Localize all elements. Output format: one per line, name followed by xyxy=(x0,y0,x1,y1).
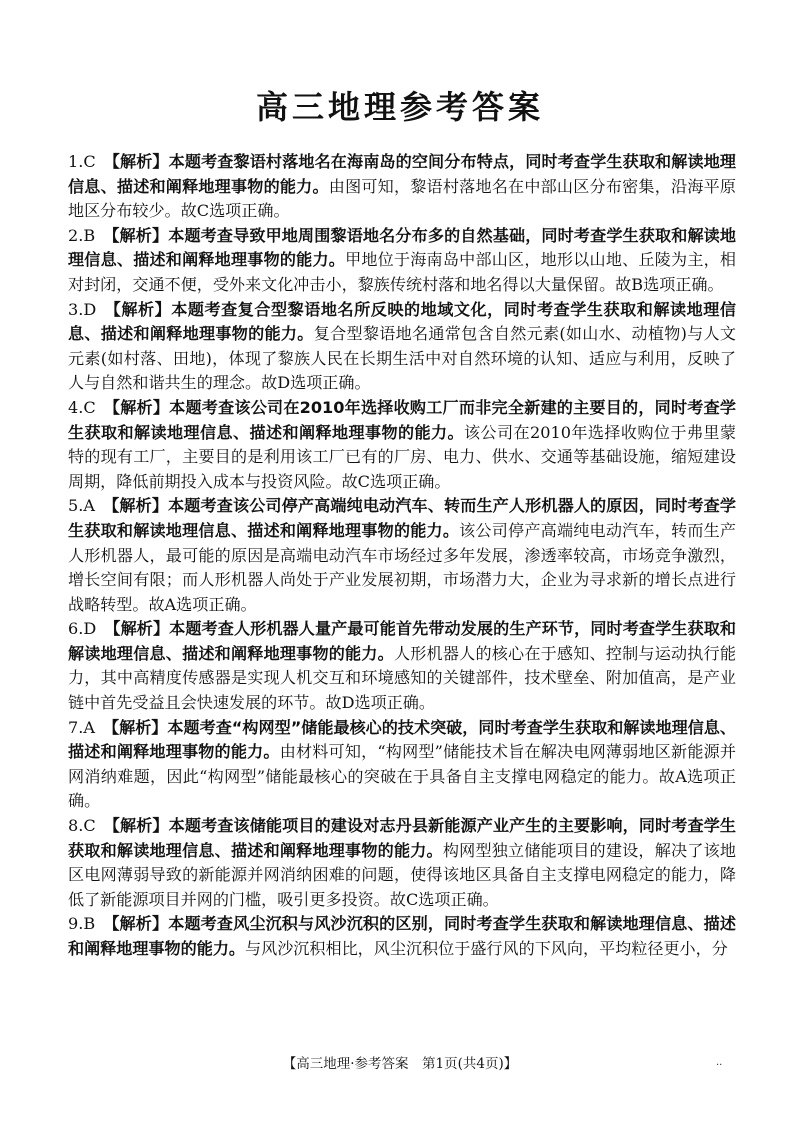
answer-item xyxy=(68,814,736,912)
answer-number: 6.D xyxy=(68,619,97,639)
answer-analysis-heading: 【解析】本题考查复合型黎语地名所反映的地域文化，同时考查学生获取和解读地理信息、描述和阐释地理事物的能力。 xyxy=(68,299,736,344)
answer-number: 1.C xyxy=(68,152,96,171)
answer-number: 7.A xyxy=(68,717,95,737)
answer-analysis-body: 该公司在2010年选择收购位于弗里蒙特的现有工厂，主要目的是利用该工厂已有的厂房、电力、供水、交通等基础设施，缩短建设周期，降低前期投入成本与投资风险。故C选项正确。 xyxy=(68,422,737,491)
answer-number: 5.A xyxy=(68,496,95,516)
page-title: 高三地理参考答案 xyxy=(255,88,544,126)
answer-number: 9.B xyxy=(68,914,96,934)
answer-number: 2.B xyxy=(68,225,96,245)
answer-item xyxy=(68,494,736,617)
answer-analysis-heading: 【解析】本题考查该公司停产高端纯电动汽车、转而生产人形机器人的原因，同时考查学生获取和解读地理信息、描述和阐释地理事物的能力。 xyxy=(68,496,736,540)
answer-analysis-heading: 【解析】本题考查导致甲地周围黎语地名分布多的自然基础，同时考查学生获取和解读地理信息、描述和阐释地理事物的能力。 xyxy=(68,225,736,270)
answer-analysis-body: 甲地位于海南岛中部山区，地形以山地、丘陵为主，相对封闭，交通不便，受外来文化冲击小，黎族传统村落和地名得以大量保留。故B选项正确。 xyxy=(68,250,737,294)
answer-number: 4.C xyxy=(68,397,96,417)
answer-item xyxy=(68,224,736,298)
answer-item xyxy=(68,150,736,224)
answer-analysis-heading: 【解析】本题考查黎语村落地名在海南岛的空间分布特点，同时考查学生获取和解读地理信息、描述和阐释地理事物的能力。 xyxy=(68,152,736,196)
answer-item xyxy=(68,617,736,715)
answer-item xyxy=(68,396,736,494)
answer-analysis-heading: 【解析】本题考查风尘沉积与风沙沉积的区别，同时考查学生获取和解读地理信息、描述和阐释地理事物的能力。 xyxy=(68,914,736,958)
answer-analysis-body: 该公司停产高端纯电动汽车，转而生产人形机器人，最可能的原因是高端电动汽车市场经过多年发展，渗透率较高，市场竞争激烈，增长空间有限；而人形机器人尚处于产业发展初期，市场潜力大，企业为寻求新的增长点进行战略转型。故A选项正确。 xyxy=(68,520,737,614)
answer-analysis-body: 由材料可知，“构网型”储能技术旨在解决电网薄弱地区新能源并网消纳难题，因此“构网型”储能最核心的突破在于具备自主支撑电网稳定的能力。故A选项正确。 xyxy=(68,742,736,811)
answer-analysis-body: 复合型黎语地名通常包含自然元素(如山水、动植物)与人文元素(如村落、田地)，体现了黎族人民在长期生活中对自然环境的认知、适应与利用，反映了人与自然和谐共生的理念。故D选项正确。 xyxy=(68,324,737,393)
page-footer: 【高三地理·参考答案 第1页(共4页)】 xyxy=(282,1056,518,1072)
answer-number: 3.D xyxy=(68,299,97,319)
answer-item xyxy=(68,912,736,961)
answer-analysis-body: 由图可知，黎语村落地名在中部山区分布密集，沿海平原地区分布较少。故C选项正确。 xyxy=(68,176,737,221)
answer-number: 8.C xyxy=(68,816,96,836)
answer-analysis-body: 构网型独立储能项目的建设，解决了该地区电网薄弱导致的新能源并网消纳困难的问题，使得该地区具备自主支撑电网稳定的能力，降低了新能源项目并网的门槛，吸引更多投资。故C选项正确。 xyxy=(68,840,737,909)
answer-analysis-heading: 【解析】本题考查“构网型”储能最核心的技术突破，同时考查学生获取和解读地理信息、描述和阐释地理事物的能力。 xyxy=(68,717,736,762)
answer-analysis-heading: 【解析】本题考查该公司在2010年选择收购工厂而非完全新建的主要目的，同时考查学生获取和解读地理信息、描述和阐释地理事物的能力。 xyxy=(68,397,736,442)
answer-list xyxy=(68,150,736,962)
answer-analysis-heading: 【解析】本题考查该储能项目的建设对志丹县新能源产业产生的主要影响，同时考查学生获取和解读地理信息、描述和阐释地理事物的能力。 xyxy=(68,816,736,860)
answer-analysis-body: 人形机器人的核心在于感知、控制与运动执行能力，其中高精度传感器是实现人机交互和环境感知的关键部件，技术壁垒、附加值高，是产业链中首先受益且会快速发展的环节。故D选项正确。 xyxy=(68,643,736,713)
corner-mark: ·· xyxy=(716,1060,723,1071)
answer-analysis-body: 与风沙沉积相比，风尘沉积位于盛行风的下风向，平均粒径更小，分 xyxy=(245,939,728,958)
answer-analysis-heading: 【解析】本题考查人形机器人量产最可能首先带动发展的生产环节，同时考查学生获取和解读地理信息、描述和阐释地理事物的能力。 xyxy=(68,619,736,663)
answer-item xyxy=(68,716,736,814)
answer-item xyxy=(68,298,736,396)
